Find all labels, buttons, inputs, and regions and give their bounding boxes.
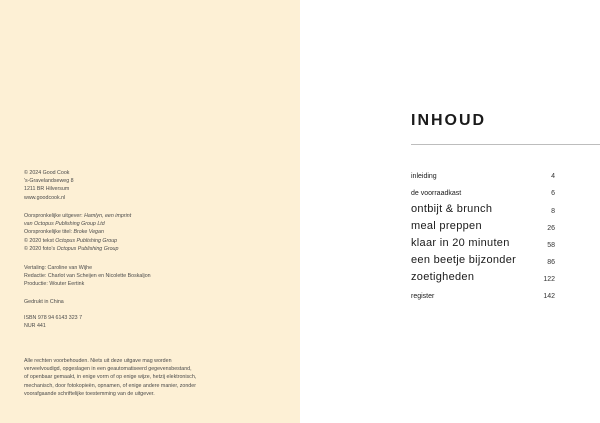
original-publisher-line-2: van Octopus Publishing Group Ltd <box>24 221 105 228</box>
toc-entry-een-beetje-bijzonder[interactable] <box>411 252 555 266</box>
toc-entry-page: 4 <box>551 173 555 180</box>
toc-entry-ontbijt-brunch[interactable] <box>411 201 555 215</box>
toc-entry-page: 142 <box>543 293 555 300</box>
rights-line: mechanisch, door fotokopieën, opnamen, of enige andere manier, zonder <box>24 382 196 389</box>
toc-entry-label: meal preppen <box>411 220 482 232</box>
toc-entry-page: 6 <box>551 190 555 197</box>
isbn: ISBN 978 94 6143 323 7 <box>24 315 83 321</box>
toc-entry-meal-preppen[interactable] <box>411 218 555 232</box>
toc-entry-label: de voorraadkast <box>411 190 462 197</box>
rights-block <box>24 357 196 398</box>
nur: NUR 441 <box>24 323 46 330</box>
toc-entry-page: 8 <box>551 208 555 215</box>
toc-entry-page: 58 <box>547 242 555 249</box>
credits-block <box>24 264 151 289</box>
publisher-block <box>24 169 74 202</box>
toc-entry-label: ontbijt & brunch <box>411 203 493 215</box>
photo-copyright-line: © 2020 foto's Octopus Publishing Group <box>24 245 119 252</box>
rights-line: of openbaar gemaakt, in enige vorm of op enige wijze, hetzij elektronisch, <box>24 374 197 381</box>
toc-entry-label: klaar in 20 minuten <box>411 237 510 249</box>
toc-divider <box>411 144 600 145</box>
original-title-line: Oorspronkelijke titel: Broke Vegan <box>24 229 104 236</box>
toc-entry-voorraadkast[interactable] <box>411 185 555 197</box>
toc-entry-klaar-in-20-minuten[interactable] <box>411 235 555 249</box>
original-publisher-line: Oorspronkelijke uitgever: Hamlyn, een imprint <box>24 213 132 219</box>
rights-line: Alle rechten voorbehouden. Niets uit deze uitgave mag worden <box>24 358 172 364</box>
toc-entry-label: een beetje bijzonder <box>411 254 517 266</box>
toc-entry-label: register <box>411 293 435 300</box>
publisher-line: 1211 BR Hilversum <box>24 186 70 193</box>
publisher-line: © 2024 Good Cook <box>24 170 70 176</box>
toc-entry-inleiding[interactable] <box>411 168 555 180</box>
credit-line: Productie: Wouter Eertink <box>24 281 85 288</box>
toc-entry-page: 86 <box>547 259 555 266</box>
toc-entry-label: zoetigheden <box>411 271 475 283</box>
rights-line: verveelvoudigd, opgeslagen in een geautomatiseerd gegevensbestand, <box>24 366 192 373</box>
credit-line: Redactie: Charlot van Scheijen en Nicolette Boskaljon <box>24 273 151 280</box>
toc-entry-label: inleiding <box>411 173 437 180</box>
toc-entry-register[interactable] <box>411 288 555 300</box>
original-edition-block <box>24 212 131 253</box>
toc-entry-page: 26 <box>547 225 555 232</box>
credit-line: Vertaling: Caroline van Wijhe <box>24 265 93 271</box>
isbn-block <box>24 314 82 330</box>
publisher-website: www.goodcook.nl <box>24 194 66 201</box>
rights-line: voorafgaande schriftelijke toestemming van de uitgever. <box>24 390 155 397</box>
toc-entry-page: 122 <box>543 276 555 283</box>
toc-entry-zoetigheden[interactable] <box>411 269 555 283</box>
text-copyright-line: © 2020 tekst Octopus Publishing Group <box>24 237 118 244</box>
printed-in: Gedrukt in China <box>24 299 64 305</box>
toc-title: INHOUD <box>411 112 487 129</box>
publisher-line: 's-Gravelandseweg 8 <box>24 178 74 185</box>
